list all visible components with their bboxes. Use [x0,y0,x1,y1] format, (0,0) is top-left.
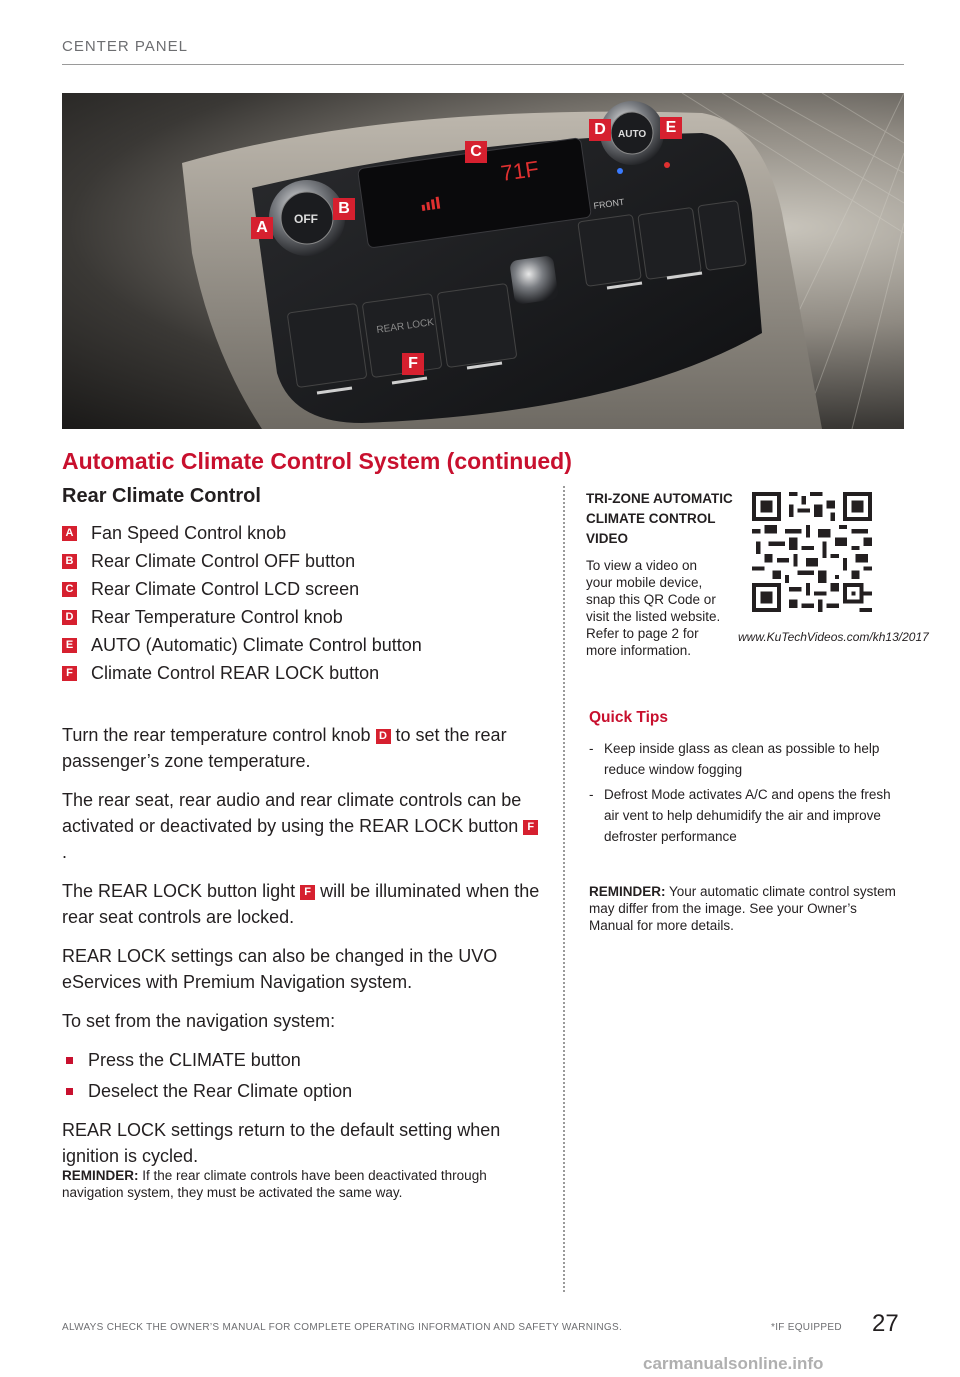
callout-f: F [402,353,424,375]
watermark: carmanualsonline.info [643,1354,824,1373]
video-instructions: To view a video on your mobile device, snap this QR Code or visit the listed website. Refer to page 2 for more information. [586,558,721,658]
paragraph-uvo: REAR LOCK settings can also be changed in the UVO eServices with Premium Navigation system. [62,946,498,992]
legend-item [62,547,532,575]
inline-badge-f: F [300,885,315,900]
legend-text: Fan Speed Control knob [91,522,287,543]
legend-item [62,575,532,603]
legend-item [62,519,532,547]
video-title: TRI-ZONE AUTOMATIC CLIMATE CONTROL VIDEO [586,491,733,546]
reminder-label: REMINDER: [589,884,666,899]
legend-text: Rear Climate Control OFF button [91,550,356,571]
component-legend [62,519,532,687]
callout-e: E [660,117,682,139]
lcd-temperature: 71F [499,155,541,186]
rear-lock-label: REAR LOCK [375,317,435,336]
reminder-text: If the rear climate controls have been deactivated through navigation system, they must be activated the same way. [62,1168,487,1200]
page-number: 27 [872,1310,899,1337]
paragraph-rear-lock: The rear seat, rear audio and rear climate controls can be activated or deactivated by using the REAR LOCK button F. [62,787,540,865]
footer-disclaimer: ALWAYS CHECK THE OWNER’S MANUAL FOR COMPLETE OPERATING INFORMATION AND SAFETY WARNINGS. [62,1322,623,1333]
legend-text: AUTO (Automatic) Climate Control button [91,634,422,655]
off-label: OFF [294,212,318,226]
footer-if-equipped: *IF EQUIPPED [771,1322,842,1333]
legend-text: Rear Climate Control LCD screen [91,578,360,599]
legend-item [62,659,532,687]
callout-c: C [465,141,487,163]
paragraph-temperature: Turn the rear temperature control knob D to set the rear passenger’s zone temperature. [62,725,507,771]
legend-badge: A [62,526,77,541]
legend-item [62,603,532,631]
inline-badge-d: D [376,729,391,744]
body-text [62,722,540,1182]
legend-item [62,631,532,659]
mode-joystick [509,255,559,305]
inline-badge-f: F [523,820,538,835]
header-divider [62,64,904,65]
quick-tips-list [589,738,894,851]
callout-d: D [589,119,611,141]
list-item: - Keep inside glass as clean as possible to help reduce window fogging [589,741,880,777]
legend-text: Rear Temperature Control knob [91,606,343,627]
reminder-left [62,1167,532,1201]
reminder-right [589,883,899,934]
list-item: Press the CLIMATE button [62,1047,540,1073]
main-heading: Automatic Climate Control System (continued) [62,448,572,474]
video-url[interactable]: www.KuTechVideos.com/kh13/2017 [738,630,929,644]
column-divider [563,486,565,1292]
paragraph-nav-intro: To set from the navigation system: [62,1011,336,1031]
climate-panel-photo [62,93,904,429]
legend-text: Climate Control REAR LOCK button [91,662,380,683]
list-item: - Defrost Mode activates A/C and opens the fresh air vent to help dehumidify the air and improve defroster performance [589,787,891,844]
legend-badge: B [62,554,77,569]
paragraph-default: REAR LOCK settings return to the default setting when ignition is cycled. [62,1120,501,1166]
qr-code[interactable] [752,492,872,612]
legend-badge: F [62,666,77,681]
reminder-text: Your automatic climate control system may differ from the image. See your Owner’s Manual for more details. [589,884,896,933]
auto-label: AUTO [618,129,647,140]
callout-a: A [251,217,273,239]
legend-badge: E [62,638,77,653]
section-title: CENTER PANEL [62,38,188,55]
front-label: FRONT [592,196,625,211]
legend-badge: C [62,582,77,597]
nav-steps [62,1047,540,1104]
list-item: Deselect the Rear Climate option [62,1078,540,1104]
paragraph-lock-light: The REAR LOCK button light F will be illuminated when the rear seat controls are locked. [62,881,540,927]
quick-tips-title: Quick Tips [589,709,668,726]
sub-heading: Rear Climate Control [62,485,261,507]
reminder-label: REMINDER: [62,1168,139,1183]
callout-b: B [333,198,355,220]
legend-badge: D [62,610,77,625]
